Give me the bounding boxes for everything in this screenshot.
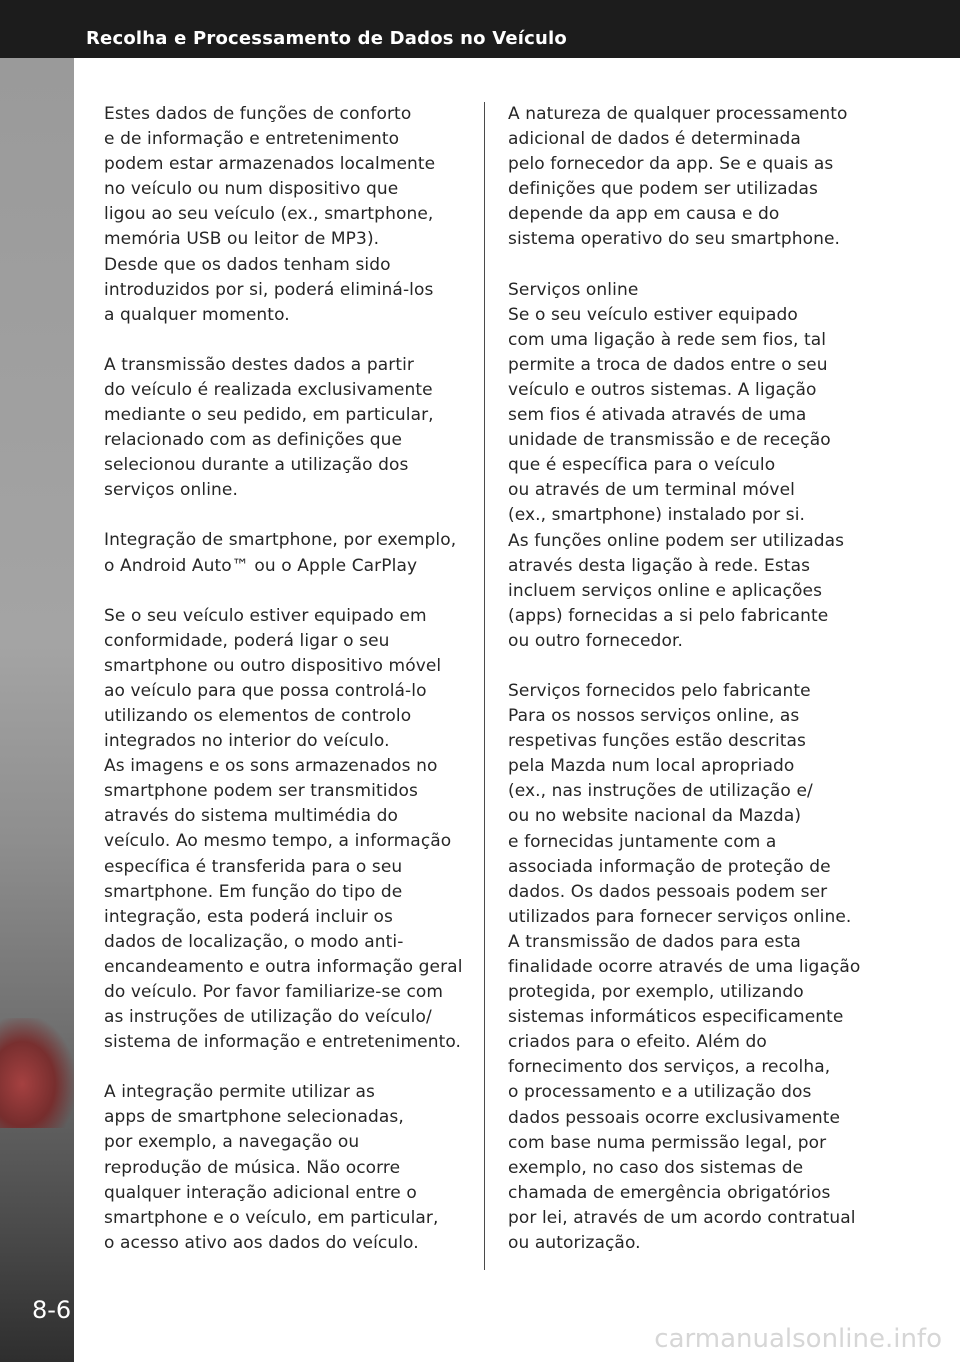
paragraph: Estes dados de funções de conforto e de informação e entretenimento podem estar armazenados localmente no veículo ou num dispositivo que ligou ao seu veículo (ex., smartphone, memória USB ou leitor de MP3). Desde que os dados tenham sido introduzidos por si, poderá eliminá-los a qualquer momento. <box>104 104 436 325</box>
watermark: carmanualsonline.info <box>654 1324 942 1354</box>
paragraph: Serviços online Se o seu veículo estiver equipado com uma ligação à rede sem fios, tal permite a troca de dados entre o seu veículo e outros sistemas. A ligação sem fios é ativada através de uma unidade de transmissão e de receção que é específica para o veículo ou através de um terminal móvel (ex., smartphone) instalado por si. As funções online podem ser utilizadas através desta ligação à rede. Estas incluem serviços online e aplicações (apps) fornecidas a si pelo fabricante ou outro fornecedor. <box>508 279 845 651</box>
paragraph: A natureza de qualquer processamento adicional de dados é determinada pelo fornecedor da app. Se e quais as definições que podem ser utilizadas depende da app em causa e do sistema operativo do seu smartphone. <box>508 104 848 250</box>
side-photo-band <box>0 58 74 1362</box>
car-photo-strip <box>0 1018 74 1128</box>
left-column <box>104 102 470 1256</box>
paragraph: A transmissão destes dados a partir do veículo é realizada exclusivamente mediante o seu pedido, em particular, relacionado com as definições que selecionou durante a utilização dos serviços online. <box>104 354 434 501</box>
paragraph: A integração permite utilizar as apps de smartphone selecionadas, por exemplo, a navegação ou reprodução de música. Não ocorre qualquer interação adicional entre o smartphone e o veículo, em particular, o acesso ativo aos dados do veículo. <box>104 1082 439 1253</box>
page-number: 8-6 <box>32 1296 72 1324</box>
paragraph: Se o seu veículo estiver equipado em conformidade, poderá ligar o seu smartphone ou outro dispositivo móvel ao veículo para que possa controlá-lo utilizando os elementos de controlo integrados no interior do veículo. As imagens e os sons armazenados no smartphone podem ser transmitidos através do sistema multimédia do veículo. Ao mesmo tempo, a informação específica é transferida para o seu smartphone. Em função do tipo de integração, esta poderá incluir os dados de localização, o modo anti- encandeamento e outra informação geral do veículo. Por favor familiarize-se com as instruções de utilização do veículo/ sistema de informação e entretenimento. <box>104 605 463 1053</box>
column-divider <box>484 102 485 1270</box>
paragraph: Serviços fornecidos pelo fabricante Para os nossos serviços online, as respetivas funções estão descritas pela Mazda num local apropriado (ex., nas instruções de utilização e/ ou no website nacional da Mazda) e fornecidas juntamente com a associada informação de proteção de dados. Os dados pessoais podem ser utilizados para fornecer serviços online. A transmissão de dados para esta finalidade ocorre através de uma ligação protegida, por exemplo, utilizando sistemas informáticos especificamente criados para o efeito. Além do fornecimento dos serviços, a recolha, o processamento e a utilização dos dados pessoais ocorre exclusivamente com base numa permissão legal, por exemplo, no caso dos sistemas de chamada de emergência obrigatórios por lei, através de um acordo contratual ou autorização. <box>508 680 861 1254</box>
page-header <box>0 0 960 58</box>
paragraph: Integração de smartphone, por exemplo, o Android Auto™ ou o Apple CarPlay <box>104 530 457 576</box>
chapter-title: Recolha e Processamento de Dados no Veículo <box>86 28 567 49</box>
right-column <box>508 102 878 1256</box>
